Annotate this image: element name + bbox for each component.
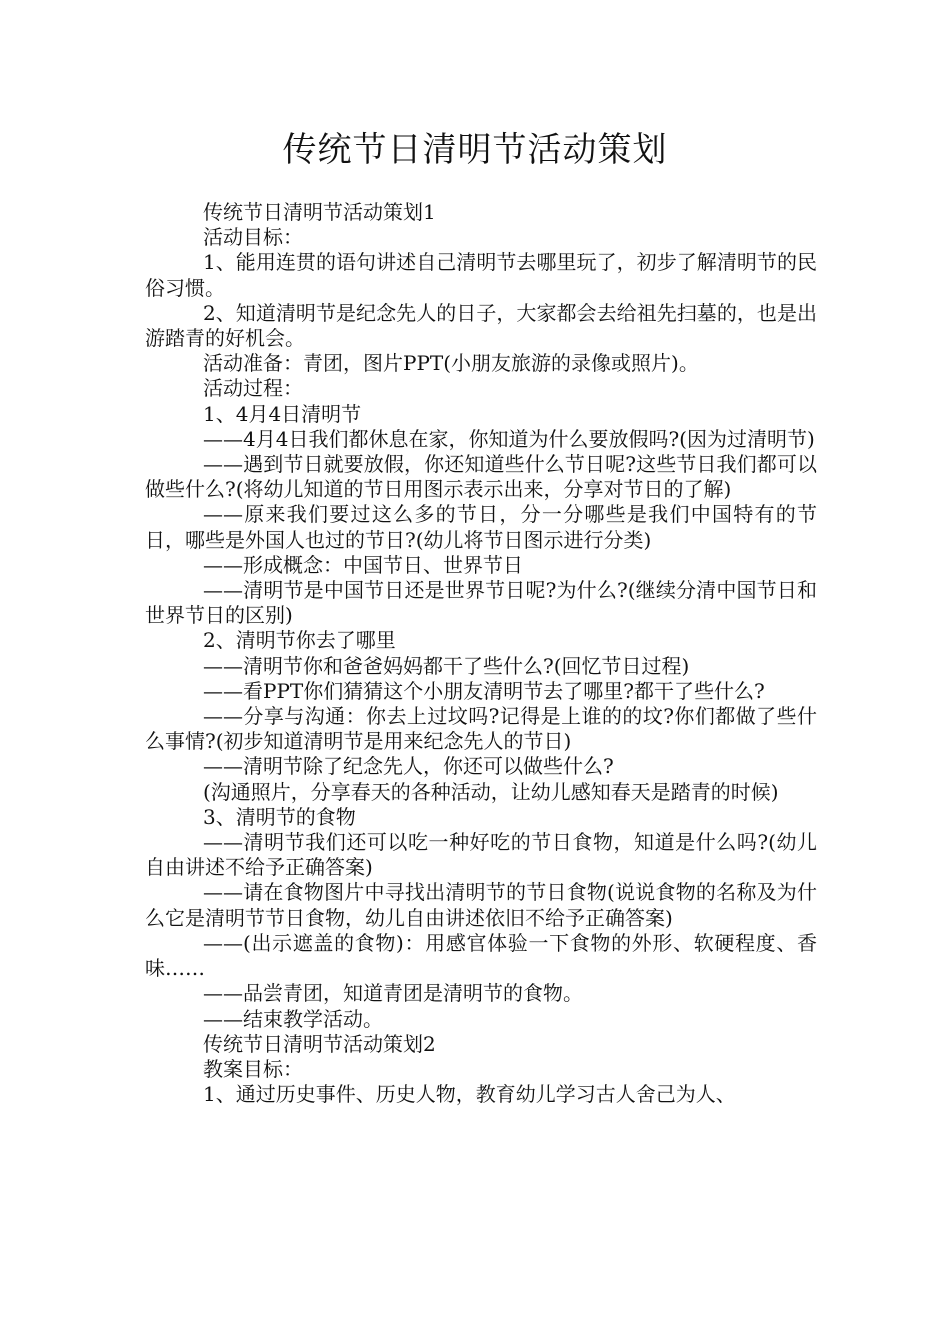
section-heading: 传统节日清明节活动策划2 [203,1031,436,1056]
paragraph: ——清明节是中国节日还是世界节日呢?为什么?(继续分清中国节日和世界节日的区别) [145,578,817,628]
document-body [145,200,817,1107]
paragraph: 活动目标： [203,225,303,250]
paragraph: ——看PPT你们猜猜这个小朋友清明节去了哪里?都干了些什么? [203,678,765,703]
paragraph: ——品尝青团，知道青团是清明节的食物。 [203,981,583,1006]
paragraph: ——结束教学活动。 [203,1006,383,1031]
paragraph: ——4月4日我们都休息在家，你知道为什么要放假吗?(因为过清明节) [203,426,815,451]
paragraph: 2、清明节你去了哪里 [203,628,396,653]
paragraph: 2、知道清明节是纪念先人的日子，大家都会去给祖先扫墓的，也是出游踏青的好机会。 [145,300,817,351]
paragraph: 活动准备：青团，图片PPT(小朋友旅游的录像或照片)。 [203,351,699,376]
paragraph: ——请在食物图片中寻找出清明节的节日食物(说说食物的名称及为什么它是清明节节日食物，幼儿自由讲述依旧不给予正确答案) [145,880,817,930]
paragraph: 1、通过历史事件、历史人物，教育幼儿学习古人舍己为人、 [203,1082,736,1107]
paragraph: ——清明节我们还可以吃一种好吃的节日食物，知道是什么吗?(幼儿自由讲述不给予正确答案) [145,830,817,880]
paragraph: 1、能用连贯的语句讲述自己清明节去哪里玩了，初步了解清明节的民俗习惯。 [145,250,817,300]
paragraph: 1、4月4日清明节 [203,401,362,426]
paragraph: ——清明节除了纪念先人，你还可以做些什么? [203,754,614,779]
paragraph: ——形成概念：中国节日、世界节日 [203,552,523,577]
paragraph: ——遇到节日就要放假，你还知道些什么节日呢?这些节日我们都可以做些什么?(将幼儿知道的节日用图示表示出来，分享对节日的了解) [145,452,817,502]
paragraph: ——原来我们要过这么多的节日，分一分哪些是我们中国特有的节日，哪些是外国人也过的节日?(幼儿将节日图示进行分类) [145,502,817,552]
paragraph: ——分享与沟通：你去上过坟吗?记得是上谁的的坟?你们都做了些什么事情?(初步知道清明节是用来纪念先人的节日) [145,704,817,754]
section-heading: 传统节日清明节活动策划1 [203,200,436,224]
paragraph: ——清明节你和爸爸妈妈都干了些什么?(回忆节日过程) [203,653,690,678]
paragraph: (沟通照片，分享春天的各种活动，让幼儿感知春天是踏青的时候) [203,779,779,804]
paragraph: 活动过程： [203,376,303,401]
document-title: 传统节日清明节活动策划 [282,130,668,170]
paragraph: ——(出示遮盖的食物)：用感官体验一下食物的外形、软硬程度、香味…… [145,930,817,981]
paragraph: 教案目标： [203,1056,303,1081]
paragraph: 3、清明节的食物 [203,804,356,829]
